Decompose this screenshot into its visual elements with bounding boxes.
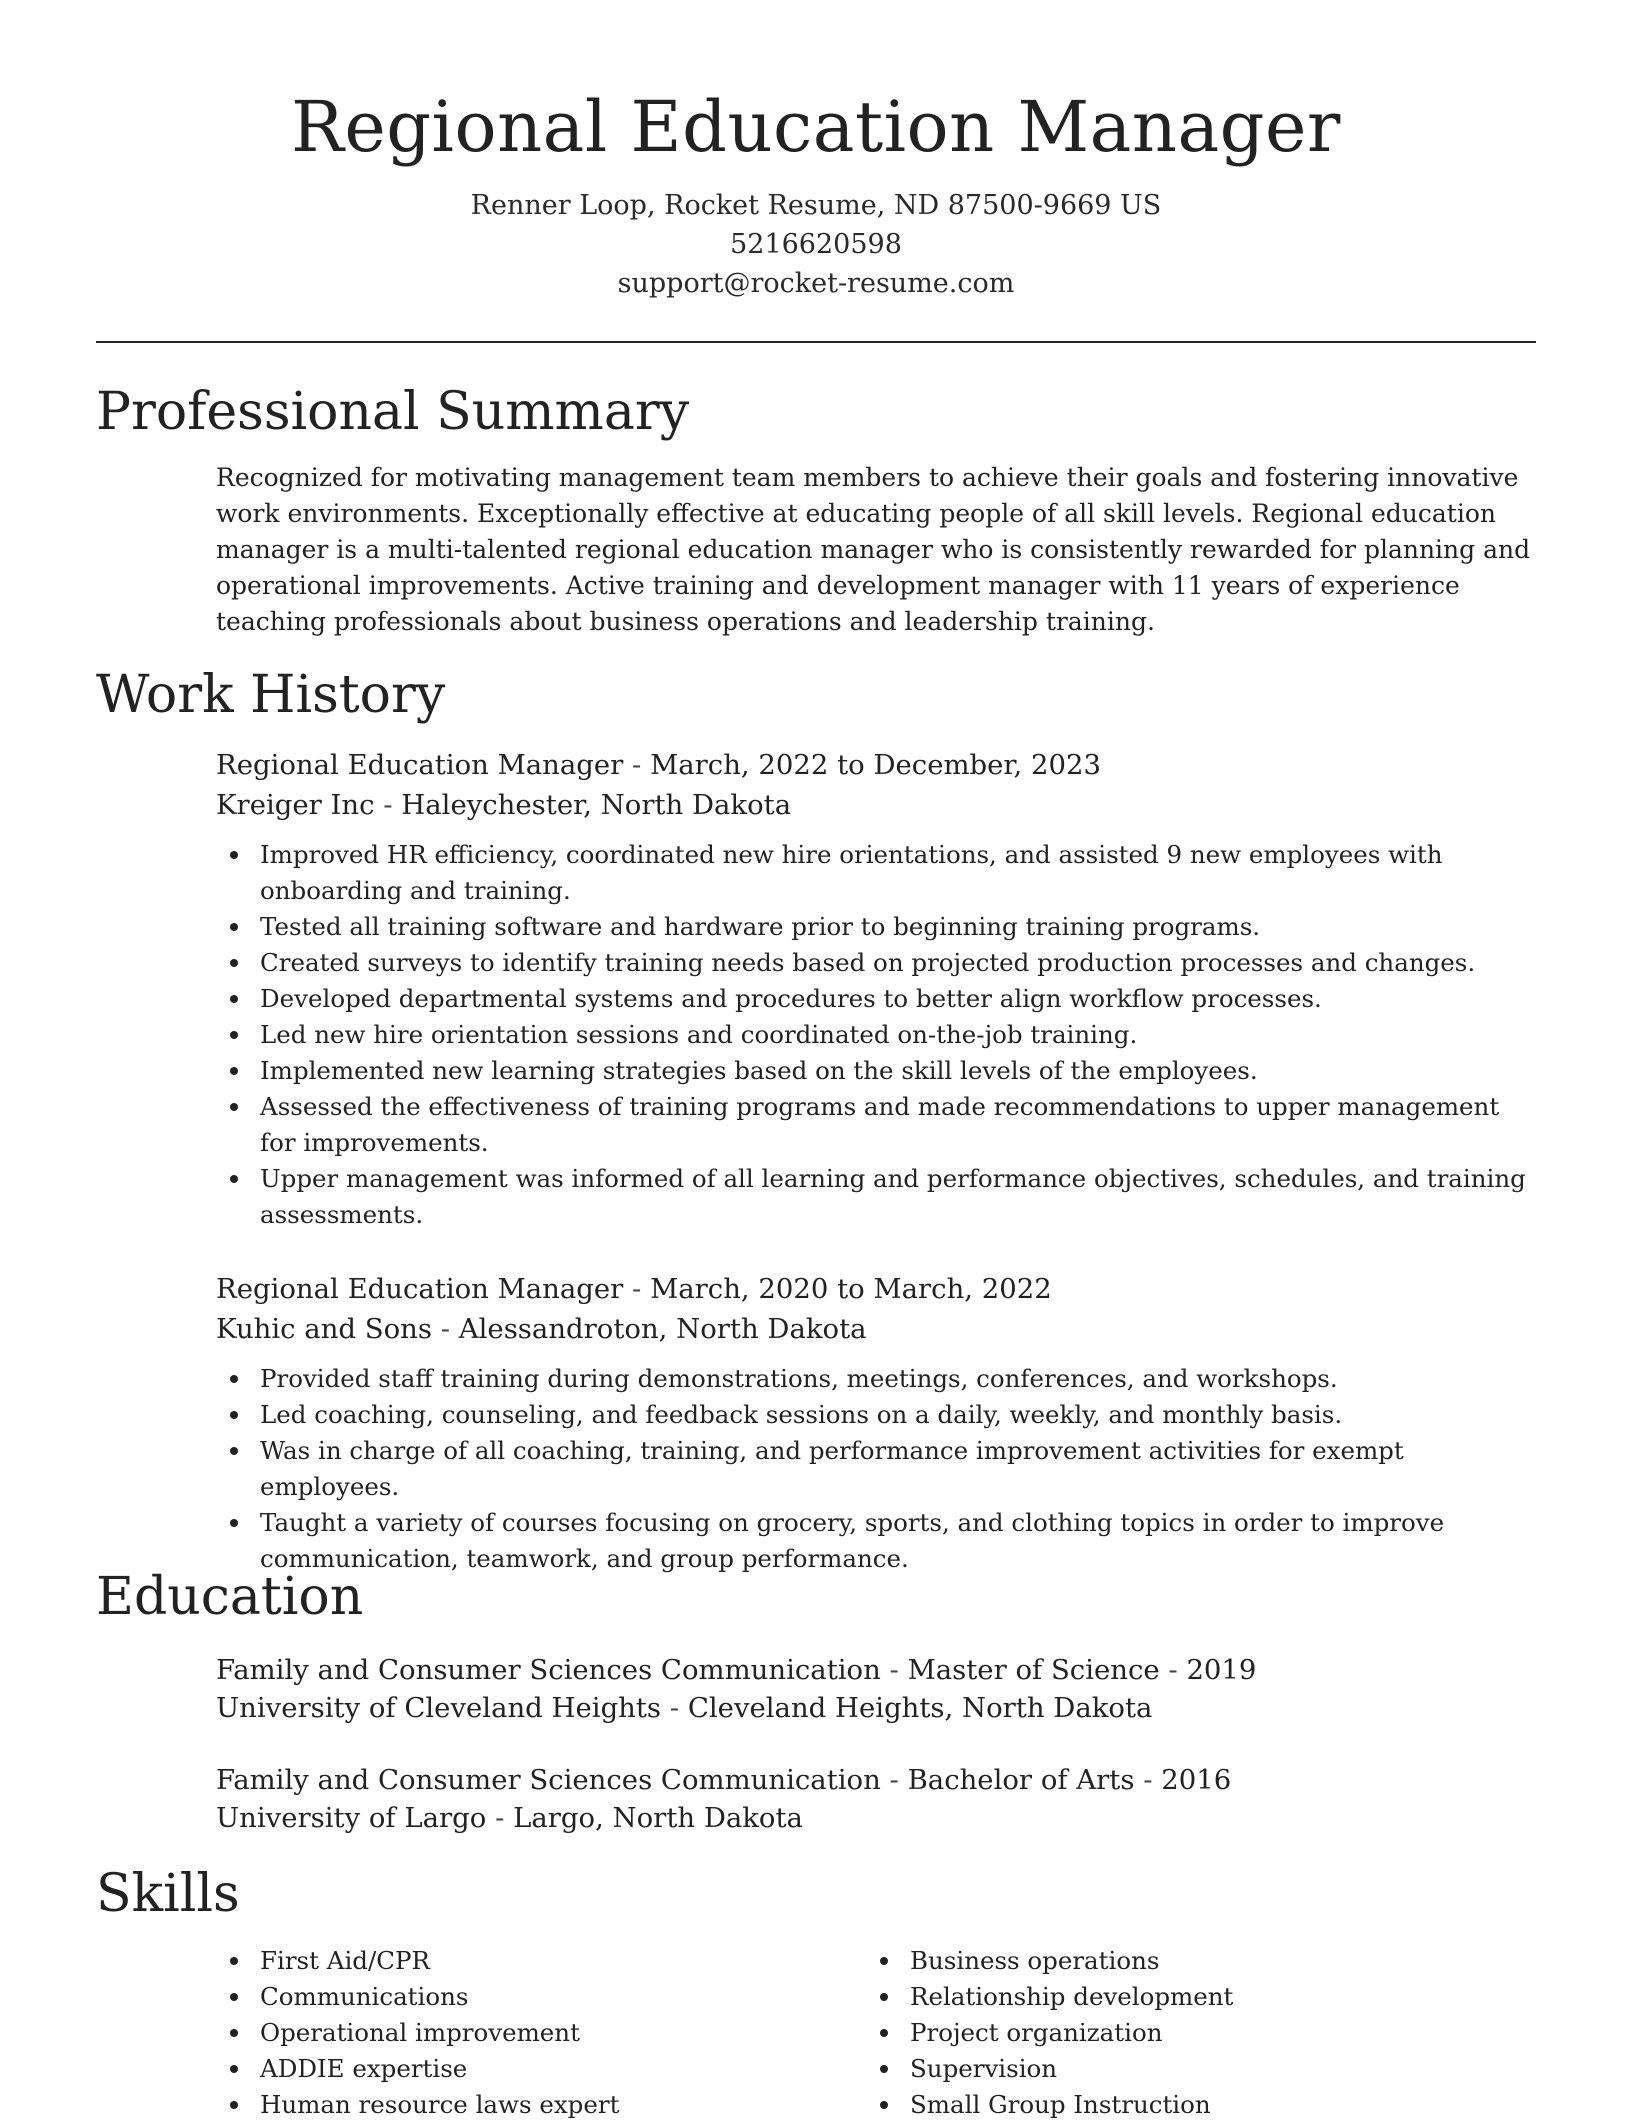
job-position: Regional Education Manager xyxy=(216,749,624,781)
separator: - xyxy=(1134,1764,1162,1796)
list-item: Improved HR efficiency, coordinated new hire orientations, and assisted 9 new employees with onboarding and training. xyxy=(216,837,1536,909)
section-title-summary: Professional Summary xyxy=(96,382,690,442)
resume-header xyxy=(0,82,1632,303)
job-title-line xyxy=(216,745,1536,785)
separator: - xyxy=(880,1764,908,1796)
job-position: Regional Education Manager xyxy=(216,1273,624,1305)
education-school-line xyxy=(216,1799,1536,1837)
summary-text: Recognized for motivating management team members to achieve their goals and fostering innovative work environments. Exceptionally effective at educating people of all skill levels. Regional education manager is a multi-talented regional education manager who is consistently rewarded for planning and operational improvements. Active training and development manager with 11 years of experience teaching professionals about business operations and leadership training. xyxy=(216,463,1531,636)
separator: - xyxy=(486,1802,514,1834)
separator: - xyxy=(623,749,651,781)
section-title-education: Education xyxy=(96,1567,364,1627)
education-degree: Bachelor of Arts xyxy=(907,1764,1135,1796)
separator: - xyxy=(431,1313,459,1345)
job-company: Kuhic and Sons xyxy=(216,1313,432,1345)
list-item: Assessed the effectiveness of training programs and made recommendations to upper management for improvements. xyxy=(216,1089,1536,1161)
job-dates: March, 2020 to March, 2022 xyxy=(650,1273,1052,1305)
skill-item: ADDIE expertise xyxy=(216,2051,866,2087)
job-bullets xyxy=(216,1361,1536,1577)
education-degree: Master of Science xyxy=(907,1654,1160,1686)
education-location: Cleveland Heights, North Dakota xyxy=(687,1692,1153,1724)
list-item: Led new hire orientation sessions and coordinated on-the-job training. xyxy=(216,1017,1536,1053)
skills-list xyxy=(216,1943,1536,2123)
skill-item: Supervision xyxy=(866,2051,1516,2087)
job-company-line xyxy=(216,785,1536,825)
skill-item: Small Group Instruction xyxy=(866,2087,1516,2123)
education-school-line xyxy=(216,1689,1536,1727)
education-entry xyxy=(216,1761,1536,1837)
education-school: University of Cleveland Heights xyxy=(216,1692,662,1724)
contact-email: support@rocket-resume.com xyxy=(617,268,1015,299)
skill-item: First Aid/CPR xyxy=(216,1943,866,1979)
section-title-skills: Skills xyxy=(96,1864,240,1924)
education-field: Family and Consumer Sciences Communication xyxy=(216,1654,881,1686)
resume-name: Regional Education Manager xyxy=(291,86,1341,168)
contact-info xyxy=(0,186,1632,303)
education-degree-line xyxy=(216,1651,1536,1689)
list-item: Implemented new learning strategies based on the skill levels of the employees. xyxy=(216,1053,1536,1089)
job-company-line xyxy=(216,1309,1536,1349)
skill-item: Business operations xyxy=(866,1943,1516,1979)
separator: - xyxy=(1159,1654,1187,1686)
skill-item: Operational improvement xyxy=(216,2015,866,2051)
education-degree-line xyxy=(216,1761,1536,1799)
job-entry xyxy=(216,1269,1536,1577)
education-location: Largo, North Dakota xyxy=(513,1802,803,1834)
skill-item: Human resource laws expert xyxy=(216,2087,866,2123)
list-item: Was in charge of all coaching, training, and performance improvement activities for exempt employees. xyxy=(216,1433,1536,1505)
list-item: Provided staff training during demonstrations, meetings, conferences, and workshops. xyxy=(216,1361,1536,1397)
skill-item: Communications xyxy=(216,1979,866,2015)
separator: - xyxy=(623,1273,651,1305)
list-item: Developed departmental systems and procedures to better align workflow processes. xyxy=(216,981,1536,1017)
list-item: Taught a variety of courses focusing on grocery, sports, and clothing topics in order to improve communication, teamwork, and group performance. xyxy=(216,1505,1536,1577)
list-item: Tested all training software and hardware prior to beginning training programs. xyxy=(216,909,1536,945)
skills-column-left xyxy=(216,1943,866,2123)
job-company: Kreiger Inc xyxy=(216,789,375,821)
separator: - xyxy=(880,1654,908,1686)
skill-item: Project organization xyxy=(866,2015,1516,2051)
skill-item: Relationship development xyxy=(866,1979,1516,2015)
education-field: Family and Consumer Sciences Communication xyxy=(216,1764,881,1796)
skills-column-right xyxy=(866,1943,1516,2123)
job-location: Haleychester, North Dakota xyxy=(401,789,792,821)
separator: - xyxy=(374,789,402,821)
education-year: 2016 xyxy=(1161,1764,1232,1796)
contact-address: Renner Loop, Rocket Resume, ND 87500-9669 US xyxy=(470,190,1162,221)
separator: - xyxy=(661,1692,688,1724)
job-dates: March, 2022 to December, 2023 xyxy=(650,749,1102,781)
education-entry xyxy=(216,1651,1536,1727)
job-entry xyxy=(216,745,1536,1233)
list-item: Created surveys to identify training needs based on projected production processes and changes. xyxy=(216,945,1536,981)
header-divider xyxy=(96,341,1536,343)
job-title-line xyxy=(216,1269,1536,1309)
section-title-work-history: Work History xyxy=(96,665,446,725)
contact-phone: 5216620598 xyxy=(730,229,902,260)
education-year: 2019 xyxy=(1186,1654,1257,1686)
education-school: University of Largo xyxy=(216,1802,487,1834)
job-location: Alessandroton, North Dakota xyxy=(458,1313,867,1345)
job-bullets xyxy=(216,837,1536,1233)
list-item: Led coaching, counseling, and feedback sessions on a daily, weekly, and monthly basis. xyxy=(216,1397,1536,1433)
list-item: Upper management was informed of all learning and performance objectives, schedules, and training assessments. xyxy=(216,1161,1536,1233)
